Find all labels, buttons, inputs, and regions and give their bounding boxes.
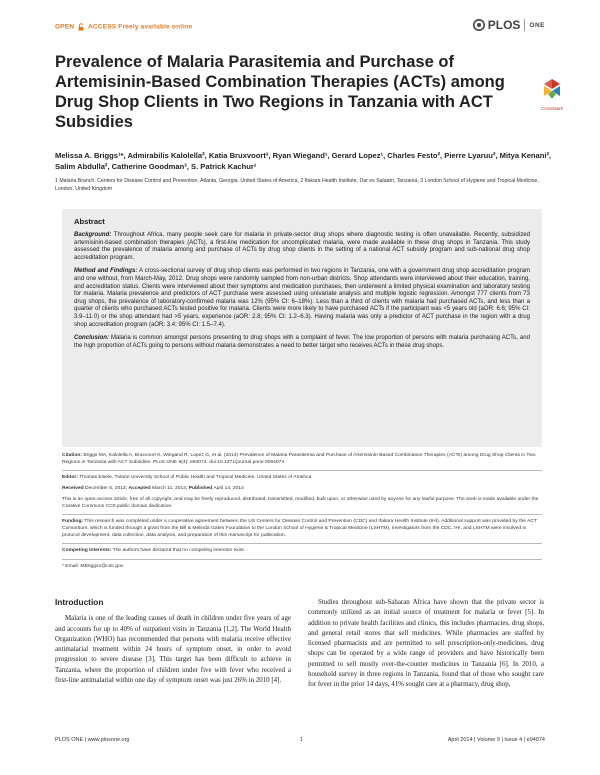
conclusion-text: Malaria is common amongst persons presenting to drug shops with a complaint of fever. The low proportion of persons with malaria purchasing ACTs, and the high proportion of ACTs going to persons without malaria demonstrates a need to better target who receives ACTs in these drug shops. bbox=[74, 335, 530, 349]
dates bbox=[62, 486, 542, 493]
abstract-methods bbox=[74, 268, 530, 329]
funding-label: Funding: bbox=[62, 519, 84, 525]
logo-divider bbox=[524, 19, 525, 31]
received-date: December 6, 2013; bbox=[83, 486, 129, 492]
open-access-text: ACCESS Freely available online bbox=[88, 23, 193, 31]
abstract-background bbox=[74, 232, 530, 262]
methods-label: Method and Findings: bbox=[74, 268, 138, 275]
funding bbox=[62, 519, 542, 539]
methods-text: A cross-sectional survey of drug shop clients was performed in two regions in Tanzania, one with a government drug shop accreditation program and one without, from March-May, 2012. Drug shops were randomly sampled from non-urban districts. Shop attendants were interviewed about their education, training, and accreditation status. Clients were interviewed about their symptoms and medication purchases, then underwent a limited physical examination and laboratory testing for malaria. Malaria prevalence and predictors of ACT purchase were assessed using univariate analysis and multiple logistic regression. Amongst 777 clients from 73 drug shops, the prevalence of laboratory-confirmed malaria was 12% (95% CI: 6–18%). Less than a third of clients with malaria had purchased ACTs, and less than a quarter of clients who purchased ACTs tested positive for malaria. Clients were more likely to have purchased ACTs if the participant was <5 years old (aOR: 6.6; 95% CI: 3.9–11.0) or the shop attendant had >5 years, experience (aOR: 2.8; 95% CI: 1.2–6.3). Having malaria was only a predictor of ACT purchase in the region with a drug shop accreditation program (aOR: 3.4; 95% CI: 1.5–7.4). bbox=[74, 268, 531, 328]
corresponding-email[interactable]: * Email: MBriggs1@cdc.gov bbox=[62, 564, 124, 570]
crossmark-icon bbox=[542, 78, 562, 100]
funding-text: This research was completed under a cooperative agreement between the US Centers for Disease Control and Prevention (CDC) and Ifakara Health Institute (IHI). Additional support was provided by the ACT Consortium, which is funded through a grant from the Bill & Melinda Gates Foundation to the London School of Hygiene & Tropical Medicine (LSHTM). Investigators from the CDC, IHI, and LSHTM were involved in protocol development, data collection, data analysis, and preparation of this manuscript for publication. bbox=[62, 519, 537, 538]
affiliations: 1 Malaria Branch, Centers for Disease Control and Prevention, Atlanta, Georgia, United States of America, 2 Ifakara Health Institute, Dar es Salaam, Tanzania, 3 London School of Hygiene and Tropical Medicine, London, United Kingdom bbox=[55, 178, 539, 192]
conclusion-label: Conclusion: bbox=[74, 335, 109, 342]
meta-divider bbox=[62, 543, 542, 544]
introduction-heading: Introduction bbox=[55, 597, 104, 607]
accepted-label: Accepted bbox=[128, 486, 151, 492]
license: This is an open-access article, free of all copyright, and may be freely reproduced, distributed, transmitted, modified, built upon, or otherwise used by anyone for any lawful purpose. The work is made available under the Creative Commons CC0 public domain dedication. bbox=[62, 496, 539, 509]
open-access-label: OPEN bbox=[55, 23, 75, 31]
journal-header bbox=[55, 14, 545, 40]
body-column-left bbox=[55, 597, 291, 685]
background-text: Throughout Africa, many people seek care for malaria in private-sector drug shops where diagnostic testing is often unavailable. Recently, subsidized artemisinin-based combination therapies (ACTs), a first-line medication for uncomplicated malaria, were made available in these drug shops in Tanzania. This study assessed the prevalence of malaria among and purchase of ACTs by drug shop clients in the setting of a national ACT subsidy program and sub-national drug shop accreditation program. bbox=[74, 232, 530, 261]
competing-interests bbox=[62, 548, 542, 555]
abstract-heading: Abstract bbox=[74, 217, 105, 226]
received-label: Received bbox=[62, 486, 84, 492]
published-label: Published bbox=[188, 486, 213, 492]
meta-divider bbox=[62, 559, 542, 560]
abstract-conclusion bbox=[74, 335, 530, 350]
plos-logo-icon bbox=[473, 19, 485, 31]
crossmark-badge[interactable] bbox=[537, 78, 567, 111]
page-number: 1 bbox=[300, 737, 304, 743]
author-list: Melissa A. Briggs¹*, Admirabilis Kalolella², Katia Bruxvoort³, Ryan Wiegand¹, Gerard Lopez¹, Charles Festo², Pierre Lyaruu², Mitya Kenani², Salim Abdulla², Catherine Goodman³, S. Patrick Kachur¹ bbox=[55, 151, 552, 171]
citation-label: Citation: bbox=[62, 453, 83, 458]
intro-paragraph-2: Studies throughout sub-Saharan Africa have shown that the private sector is commonly utilized as an initial source of treatment for malaria or fever [5]. In addition to private health facilities and clinics, this includes pharmacies, drug shops, and general retail stores that sell medicines. While pharmacies are staffed by licensed pharmacists and are permitted to sell prescription-only-medicines, drug shops can be operated by a wide range of providers and have historically been permitted to sell mostly over-the-counter medicines in Tanzania [6]. In 2010, a household survey in three regions in Tanzania, found that of those who sought care for fever in the prior 14 days, 41% sought care at a pharmacy, drug shop, bbox=[308, 598, 544, 689]
intro-paragraph-1: Malaria is one of the leading causes of death in children under five years of age and accounts for up to 40% of outpatient visits in Tanzania [1,2]. The World Health Organization (WHO) has recommended that persons with malaria receive effective antimalarial treatment within 24 hours of symptom onset, in order to avoid progression to severe disease [3]. This target has been difficult to achieve in Tanzania, where the proportion of children under five with fever who received a first-line antimalarial within one day of symptom onset was just 26% in 2010 [4]. bbox=[55, 614, 291, 685]
journal-sub-name: ONE bbox=[529, 21, 545, 29]
article-metadata bbox=[62, 453, 542, 575]
footer-issue: April 2014 | Volume 9 | Issue 4 | e94074 bbox=[447, 737, 545, 743]
editor-text: Thomas Eisele, Tulane University School of Public Health and Tropical Medicine, United States of America bbox=[77, 475, 312, 481]
crossmark-label: CrossMark bbox=[541, 106, 563, 111]
citation-text[interactable]: Briggs MA, Kalolella A, Bruxvoort K, Wiegand R, Lopez G, et al. (2014) Prevalence of Malaria Parasitemia and Purchase of Artemisinin-Based Combination Therapies (ACTs) among Drug Shop Clients in Two Regions in Tanzania with ACT Subsidies. PLoS ONE 9(4): e94074. doi:10.1371/journal.pone.0094074 bbox=[62, 453, 536, 465]
competing-label: Competing Interests: bbox=[62, 548, 112, 554]
open-lock-icon bbox=[78, 23, 84, 31]
journal-logo[interactable] bbox=[473, 18, 545, 32]
background-label: Background: bbox=[74, 232, 112, 238]
citation bbox=[62, 453, 542, 466]
competing-text: The authors have declared that no competing interests exist. bbox=[111, 548, 245, 554]
published-date: April 14, 2014 bbox=[212, 486, 244, 492]
accepted-date: March 11, 2014; bbox=[150, 486, 189, 492]
journal-name: PLOS bbox=[487, 18, 521, 32]
open-access-banner[interactable] bbox=[55, 23, 192, 31]
editor-label: Editor: bbox=[62, 475, 78, 481]
footer-journal[interactable]: PLOS ONE | www.plosone.org bbox=[55, 737, 130, 743]
abstract-box bbox=[62, 209, 542, 447]
article-title: Prevalence of Malaria Parasitemia and Purchase of Artemisinin-Based Combination Therapies (ACTs) among Drug Shop Clients in Two Regions in Tanzania with ACT Subsidies bbox=[55, 53, 505, 131]
body-column-right bbox=[308, 597, 544, 690]
meta-divider bbox=[62, 514, 542, 515]
editor bbox=[62, 475, 542, 482]
meta-divider bbox=[62, 470, 542, 471]
